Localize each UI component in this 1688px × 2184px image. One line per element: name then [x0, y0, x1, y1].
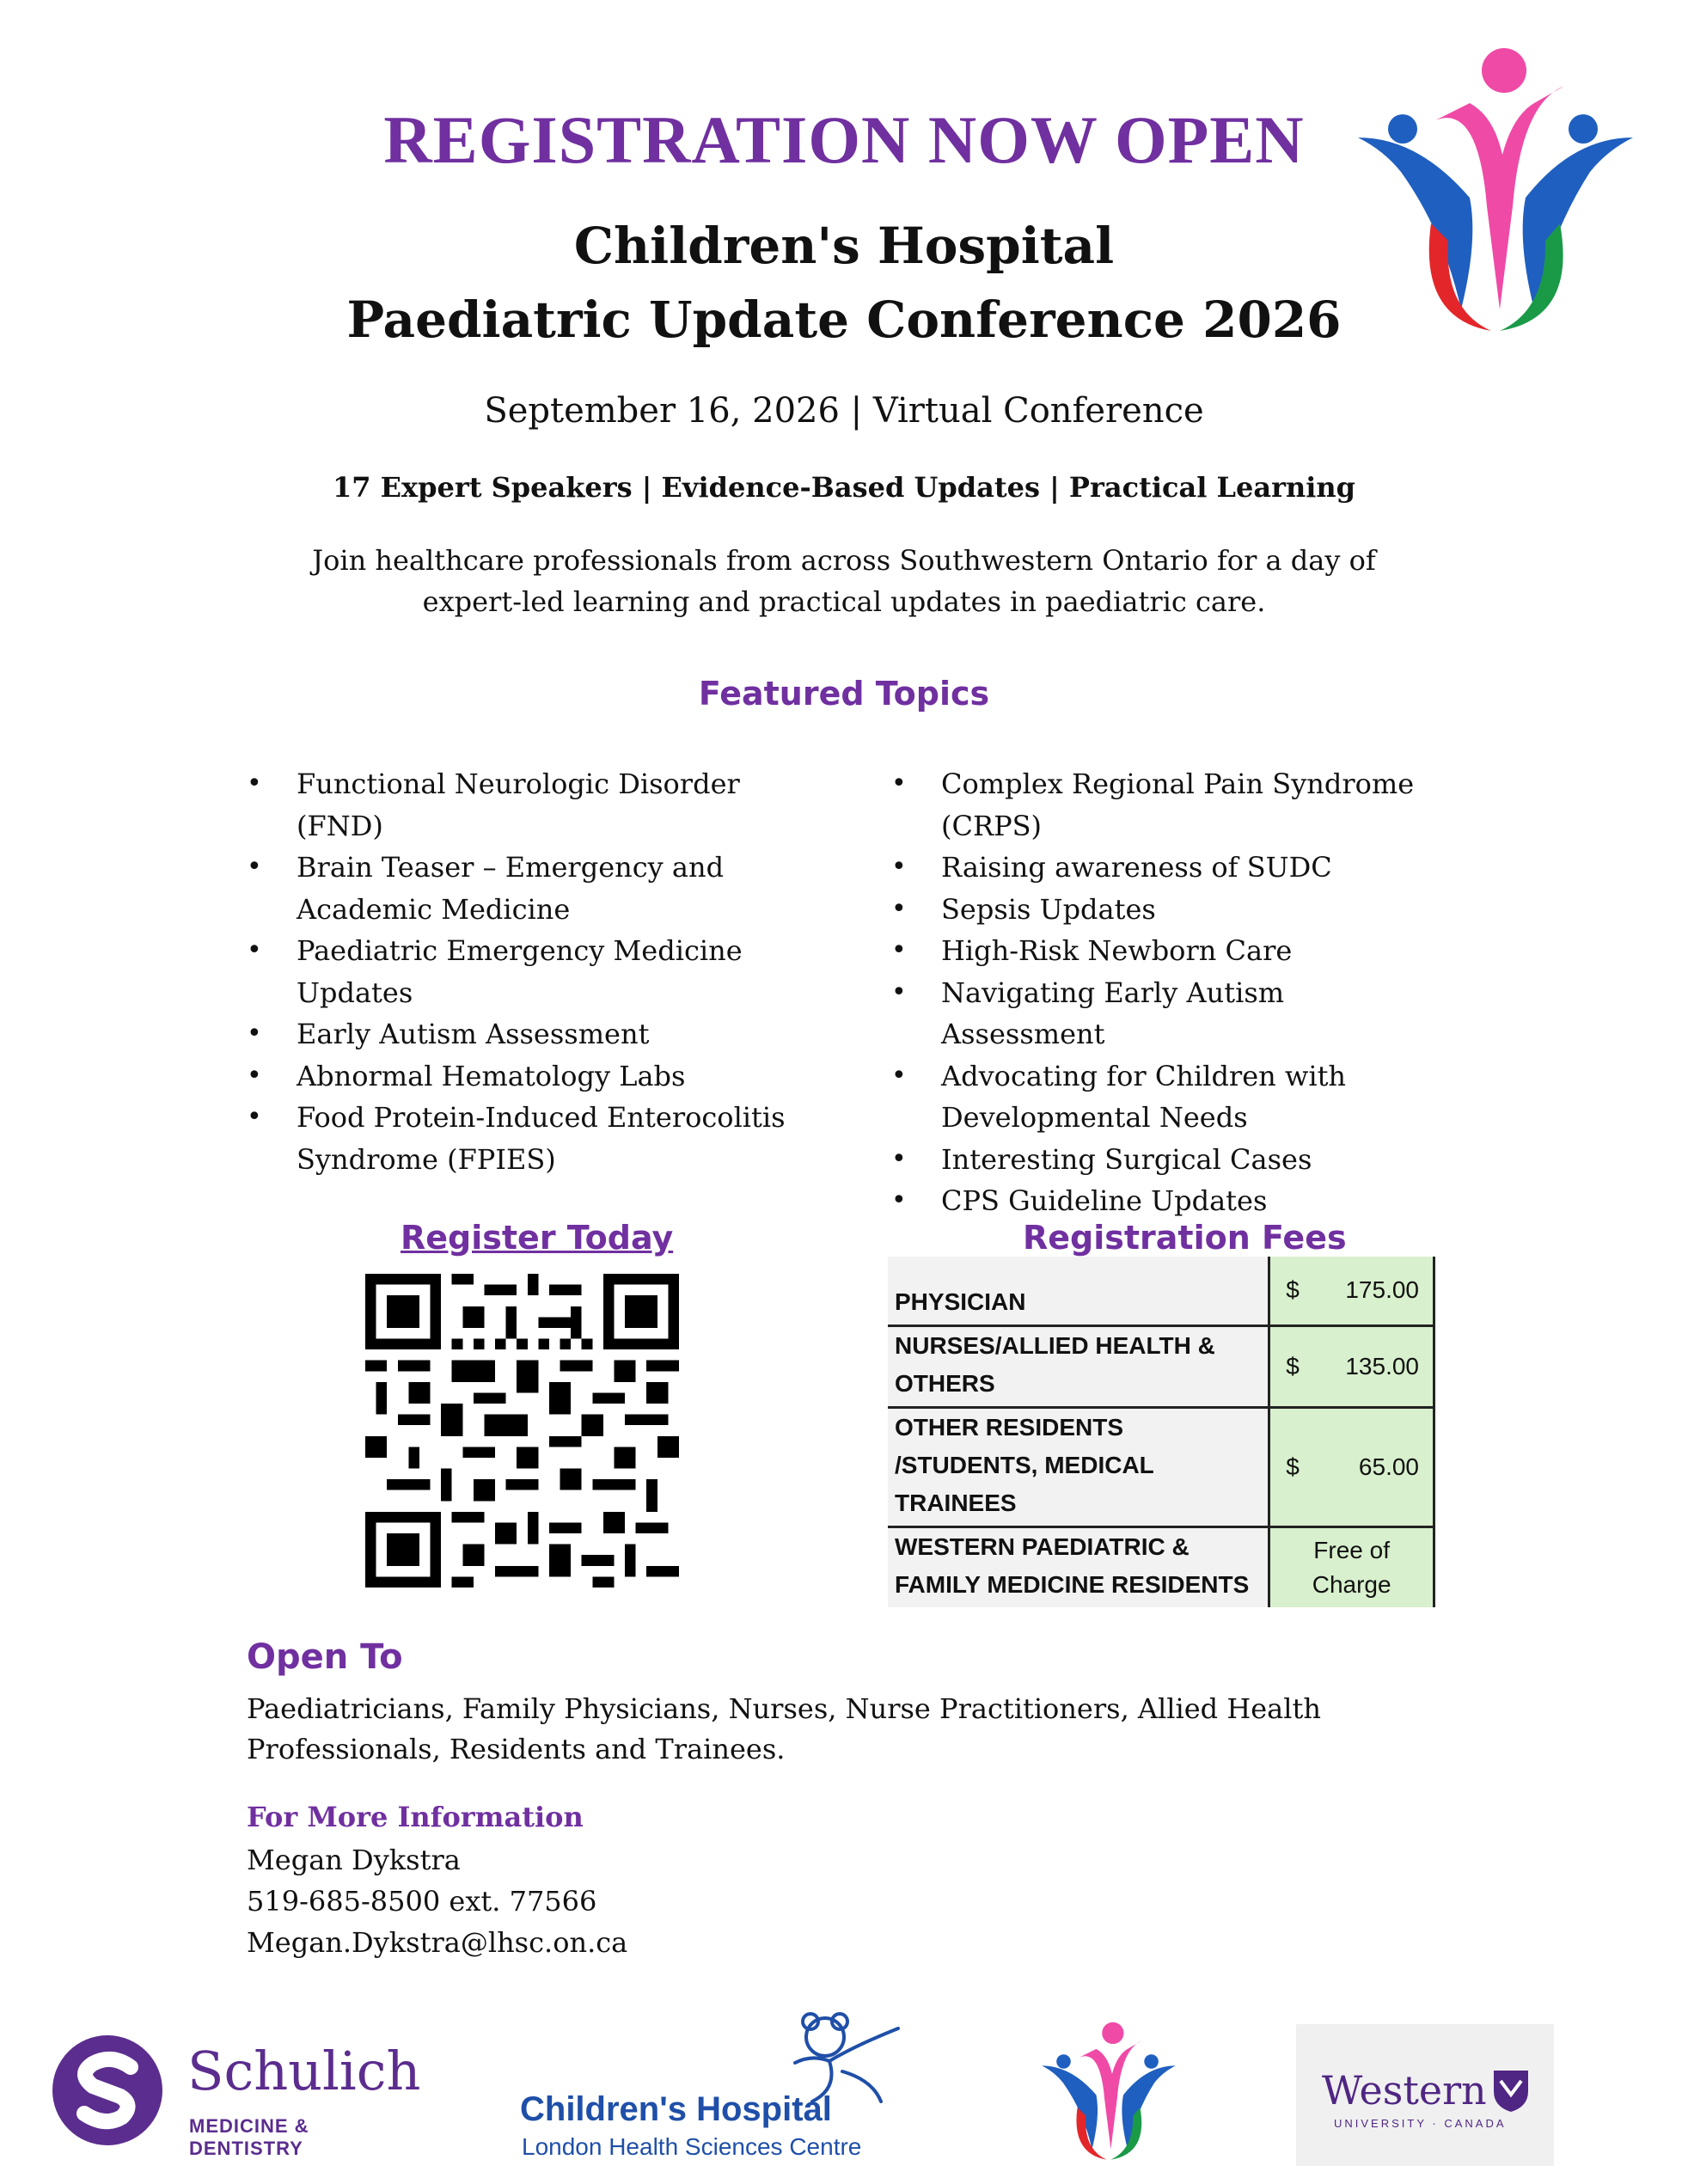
registration-headline: REGISTRATION NOW OPEN — [383, 102, 1305, 177]
topics-list-right — [891, 763, 1441, 1222]
topic-item: • Navigating Early Autism Assessment — [891, 972, 1441, 1055]
topic-item: • Sepsis Updates — [891, 889, 1441, 931]
topic-item: • Functional Neurologic Disorder (FND) — [247, 763, 797, 847]
fee-amount-cell — [1269, 1257, 1434, 1325]
date-and-format: September 16, 2026 | Virtual Conference — [484, 391, 1204, 431]
topic-item: • CPS Guideline Updates — [891, 1180, 1441, 1222]
conference-title-line1: Children's Hospital — [573, 217, 1115, 275]
open-to-text: Paediatricians, Family Physicians, Nurses, Nurse Practitioners, Allied Health Professionals, Residents and Trainees. — [247, 1692, 1321, 1765]
fee-category: NURSES/ALLIED HEALTH & OTHERS — [888, 1325, 1269, 1407]
contact-name: Megan Dykstra — [247, 1844, 461, 1876]
schulich-name: Schulich — [187, 2040, 421, 2102]
childrens-hospital-subtitle: London Health Sciences Centre — [522, 2133, 862, 2160]
currency-symbol: $ — [1286, 1453, 1300, 1480]
fee-amount: Free of Charge — [1269, 1526, 1434, 1607]
topics-list-left — [247, 763, 797, 1180]
registration-qr-code[interactable] — [365, 1274, 679, 1588]
topic-item: • High-Risk Newborn Care — [891, 930, 1441, 972]
contact-phone: 519-685-8500 ext. 77566 — [247, 1885, 597, 1918]
conference-highlights: 17 Expert Speakers | Evidence-Based Updates | Practical Learning — [332, 471, 1356, 504]
currency-symbol: $ — [1286, 1352, 1300, 1380]
topic-item: • Early Autism Assessment — [247, 1013, 797, 1055]
currency-symbol: $ — [1286, 1276, 1300, 1304]
table-row — [888, 1325, 1434, 1407]
open-to-heading: Open To — [247, 1637, 403, 1677]
topic-item: • Raising awareness of SUDC — [891, 847, 1441, 889]
western-university-logo — [1296, 2024, 1554, 2166]
fee-amount-cell — [1269, 1407, 1434, 1526]
topic-item: • Food Protein-Induced Enterocolitis Syndrome (FPIES) — [247, 1097, 797, 1180]
topic-item: • Complex Regional Pain Syndrome (CRPS) — [891, 763, 1441, 847]
registration-fees-table — [888, 1257, 1435, 1607]
registration-fees-heading: Registration Fees — [1023, 1219, 1347, 1257]
western-crest-icon — [1492, 2069, 1530, 2114]
schulich-logo — [52, 2033, 421, 2159]
western-name: Western — [1322, 2067, 1487, 2114]
contact-email[interactable]: Megan.Dykstra@lhsc.on.ca — [247, 1926, 628, 1959]
fee-category: PHYSICIAN — [888, 1257, 1269, 1325]
conference-title-line2: Paediatric Update Conference 2026 — [346, 291, 1342, 349]
fee-amount: 65.00 — [1358, 1453, 1419, 1480]
fee-category: OTHER RESIDENTS /STUDENTS, MEDICAL TRAINEES — [888, 1407, 1269, 1526]
topic-item: • Paediatric Emergency Medicine Updates — [247, 930, 797, 1013]
childrens-hospital-name: Children's Hospital — [520, 2090, 832, 2128]
fee-amount: 135.00 — [1345, 1352, 1419, 1380]
table-row — [888, 1257, 1434, 1325]
table-row — [888, 1407, 1434, 1526]
fee-category: WESTERN PAEDIATRIC & FAMILY MEDICINE RESIDENTS — [888, 1526, 1269, 1607]
topic-item: • Interesting Surgical Cases — [891, 1139, 1441, 1181]
more-info-heading: For More Information — [247, 1801, 584, 1833]
schulich-subtitle: MEDICINE & DENTISTRY — [189, 2115, 309, 2159]
schulich-s-icon — [52, 2033, 163, 2149]
childrens-hospital-logo — [520, 2011, 924, 2166]
fee-amount: 175.00 — [1345, 1276, 1419, 1304]
topic-item: • Advocating for Children with Developmental Needs — [891, 1055, 1441, 1139]
topic-item: • Abnormal Hematology Labs — [247, 1055, 797, 1098]
conference-logo-small — [1036, 2016, 1182, 2166]
intro-paragraph: Join healthcare professionals from across Southwestern Ontario for a day of expert-led learning and practical updates in paediatric care. — [312, 544, 1376, 618]
featured-topics-heading: Featured Topics — [698, 675, 990, 713]
register-today-link[interactable]: Register Today — [401, 1219, 674, 1257]
table-row — [888, 1526, 1434, 1607]
fee-amount-cell — [1269, 1325, 1434, 1407]
western-subtitle: UNIVERSITY · CANADA — [1334, 2117, 1507, 2130]
topic-item: • Brain Teaser – Emergency and Academic Medicine — [247, 847, 797, 930]
